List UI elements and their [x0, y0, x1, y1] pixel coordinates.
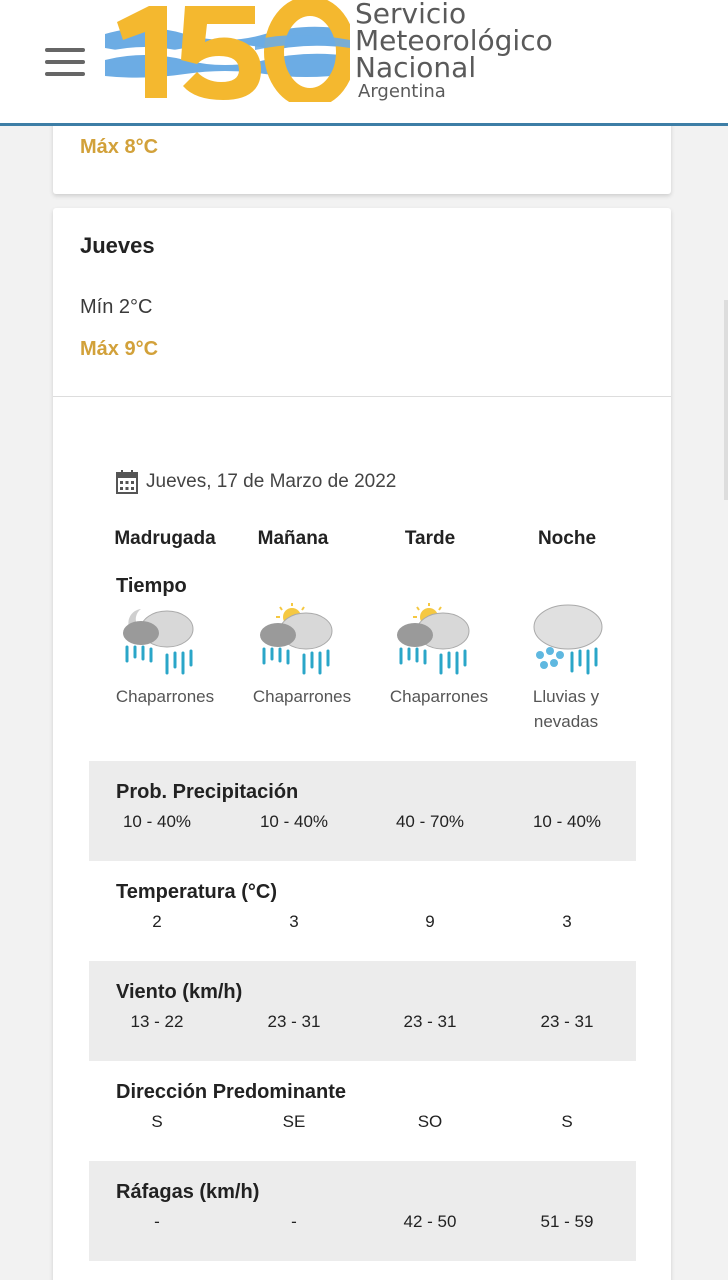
- cloud-rain-snow-icon: [530, 603, 612, 679]
- weather-desc-madrugada: Chaparrones: [115, 687, 215, 706]
- row-viento: [89, 961, 636, 1061]
- date-row: [116, 470, 396, 494]
- row-value: SO: [417, 1112, 443, 1131]
- row-value: 13 - 22: [130, 1012, 184, 1031]
- row-value: 10 - 40%: [259, 812, 329, 831]
- divider: [53, 396, 671, 397]
- sun-cloud-rain-icon-tarde: [393, 603, 475, 679]
- weather-desc-noche: Lluvias y nevadas: [532, 687, 600, 731]
- max-temp: Máx 9°C: [80, 338, 159, 360]
- row-value: 23 - 31: [540, 1012, 594, 1031]
- scrollbar[interactable]: [724, 300, 728, 500]
- row-value: 9: [425, 912, 435, 931]
- row-title: Dirección Predominante: [116, 1081, 347, 1103]
- row-rafagas: [89, 1161, 636, 1261]
- row-temperatura: [89, 861, 636, 961]
- row-title: Temperatura (°C): [116, 881, 277, 903]
- day-card: [53, 208, 671, 1280]
- logo-line-1: Servicio: [355, 0, 467, 30]
- row-title: Ráfagas (km/h): [116, 1181, 260, 1203]
- menu-icon[interactable]: [45, 48, 85, 76]
- row-value: SE: [282, 1112, 306, 1131]
- row-value: 10 - 40%: [532, 812, 602, 831]
- row-prob-precipitacion: [89, 761, 636, 861]
- logo-line-3: Nacional: [355, 51, 477, 84]
- row-value: 23 - 31: [403, 1012, 457, 1031]
- logo-line-2: Meteorológico: [355, 24, 553, 57]
- row-value: S: [561, 1112, 573, 1131]
- day-title: Jueves: [80, 233, 155, 258]
- row-value: -: [291, 1212, 297, 1231]
- row-value: 10 - 40%: [122, 812, 192, 831]
- column-madrugada: Madrugada: [114, 528, 216, 549]
- logo-sub: Argentina: [358, 81, 446, 102]
- row-value: 42 - 50: [403, 1212, 457, 1231]
- tiempo-label: Tiempo: [116, 575, 187, 597]
- prev-max-temp: Máx 8°C: [80, 136, 159, 158]
- column-noche: Noche: [537, 528, 597, 549]
- weather-desc-manana: Chaparrones: [252, 687, 352, 706]
- row-value: 3: [562, 912, 572, 931]
- row-value: S: [151, 1112, 163, 1131]
- forecast-date: Jueves, 17 de Marzo de 2022: [146, 471, 397, 492]
- site-header: [0, 0, 728, 126]
- row-value: 23 - 31: [267, 1012, 321, 1031]
- row-title: Prob. Precipitación: [116, 781, 299, 803]
- night-cloud-rain-icon: [119, 603, 201, 679]
- sun-cloud-rain-icon: [256, 603, 338, 679]
- row-value: 2: [152, 912, 162, 931]
- column-manana: Mañana: [257, 528, 329, 549]
- row-title: Viento (km/h): [116, 981, 243, 1003]
- row-value: -: [154, 1212, 160, 1231]
- calendar-icon: [116, 470, 138, 494]
- row-value: 3: [289, 912, 299, 931]
- row-value: 51 - 59: [540, 1212, 594, 1231]
- logo-text: [355, 0, 553, 103]
- logo-150-icon[interactable]: [105, 0, 350, 102]
- column-tarde: Tarde: [404, 528, 456, 549]
- min-temp: Mín 2°C: [80, 296, 153, 318]
- weather-desc-tarde: Chaparrones: [389, 687, 489, 706]
- row-value: 40 - 70%: [395, 812, 465, 831]
- row-direccion: [89, 1061, 636, 1161]
